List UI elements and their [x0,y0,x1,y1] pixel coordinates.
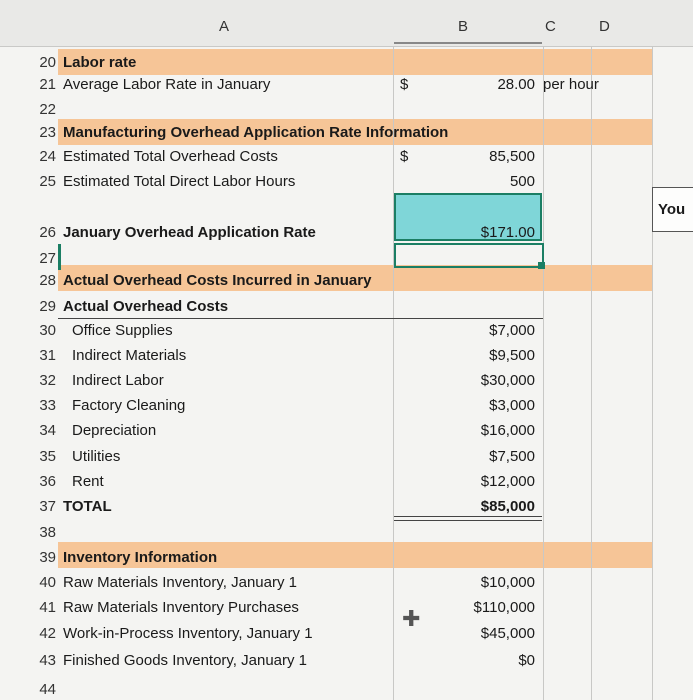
row-label-26[interactable]: January Overhead Application Rate [63,224,316,241]
grid-line-d-e [652,46,653,700]
row-label-36[interactable]: Rent [72,473,104,490]
row-value-24[interactable]: 85,500 [489,148,535,165]
row-value-32[interactable]: $30,000 [480,372,535,389]
actual-costs-underline [58,318,543,319]
column-header-d[interactable]: D [599,18,610,35]
row-number-28[interactable]: 28 [39,272,56,289]
row-number-33[interactable]: 33 [39,397,56,414]
row-label-24[interactable]: Estimated Total Overhead Costs [63,148,278,165]
row-number-38[interactable]: 38 [39,524,56,541]
row-label-32[interactable]: Indirect Labor [72,372,164,389]
row-value-36[interactable]: $12,000 [480,473,535,490]
row-label-41[interactable]: Raw Materials Inventory Purchases [63,599,299,616]
row-value-33[interactable]: $3,000 [489,397,535,414]
row-label-40[interactable]: Raw Materials Inventory, January 1 [63,574,297,591]
row-label-33[interactable]: Factory Cleaning [72,397,186,414]
row-label-20[interactable]: Labor rate [63,54,137,71]
row-number-37[interactable]: 37 [39,498,56,515]
total-double-underline [394,516,542,521]
cell-cross-cursor-icon: ✚ [402,606,421,631]
row-value-41[interactable]: $110,000 [473,599,535,616]
row-label-21[interactable]: Average Labor Rate in January [63,76,271,93]
row-unit-21: per hour [543,76,599,93]
row-label-31[interactable]: Indirect Materials [72,347,187,364]
row-value-25[interactable]: 500 [509,173,535,190]
row-number-40[interactable]: 40 [39,574,56,591]
row-value-34[interactable]: $16,000 [480,422,535,439]
row-number-29[interactable]: 29 [39,298,56,315]
row-number-20[interactable]: 20 [39,54,56,71]
row-label-35[interactable]: Utilities [72,448,121,465]
row-number-35[interactable]: 35 [39,448,56,465]
row-value-42[interactable]: $45,000 [480,625,535,642]
row-number-36[interactable]: 36 [39,473,56,490]
row-value-43[interactable]: $0 [518,652,535,669]
row-label-37[interactable]: TOTAL [63,498,112,515]
fill-handle[interactable] [538,262,545,269]
row-number-41[interactable]: 41 [39,599,56,616]
row-value-21[interactable]: 28.00 [497,76,535,93]
row-label-28[interactable]: Actual Overhead Costs Incurred in January [63,272,372,289]
row-value-40[interactable]: $10,000 [480,574,535,591]
side-panel-button-label: You [658,201,686,218]
row-number-43[interactable]: 43 [39,652,56,669]
row-number-44[interactable]: 44 [39,681,56,698]
active-row-marker [58,244,61,270]
row-number-26[interactable]: 26 [39,224,56,241]
row-number-23[interactable]: 23 [39,124,56,141]
row-number-39[interactable]: 39 [39,549,56,566]
row-value-35[interactable]: $7,500 [489,448,535,465]
column-header-a[interactable]: A [219,18,230,35]
row-number-24[interactable]: 24 [39,148,56,165]
row-number-21[interactable]: 21 [39,76,56,93]
labor-rate-section-band [58,49,653,75]
row-number-30[interactable]: 30 [39,322,56,339]
row-label-42[interactable]: Work-in-Process Inventory, January 1 [63,625,313,642]
row-label-34[interactable]: Depreciation [72,422,157,439]
row-label-39[interactable]: Inventory Information [63,549,218,566]
currency-symbol-24: $ [400,148,409,165]
row-value-26[interactable]: $171.00 [480,224,535,241]
row-label-29[interactable]: Actual Overhead Costs [63,298,229,315]
side-panel-button[interactable] [652,187,693,232]
column-header-bar [0,0,693,47]
grid-line-b-c [543,46,544,700]
row-label-30[interactable]: Office Supplies [72,322,173,339]
row-value-37[interactable]: $85,000 [480,498,535,515]
row-label-43[interactable]: Finished Goods Inventory, January 1 [63,652,308,669]
grid-line-c-d [591,46,592,700]
column-header-b[interactable]: B [458,18,469,35]
grid-line-a-b [393,46,394,700]
selected-cell[interactable] [394,243,544,268]
row-number-22[interactable]: 22 [39,101,56,118]
row-number-34[interactable]: 34 [39,422,56,439]
row-value-31[interactable]: $9,500 [489,347,535,364]
row-label-23[interactable]: Manufacturing Overhead Application Rate Information [63,124,449,141]
row-label-25[interactable]: Estimated Total Direct Labor Hours [63,173,296,190]
row-value-30[interactable]: $7,000 [489,322,535,339]
column-header-c[interactable]: C [545,18,556,35]
currency-symbol-21: $ [400,76,409,93]
row-number-25[interactable]: 25 [39,173,56,190]
column-b-underline [394,42,542,44]
row-number-27[interactable]: 27 [39,250,56,267]
row-number-42[interactable]: 42 [39,625,56,642]
row-number-31[interactable]: 31 [39,347,56,364]
row-number-32[interactable]: 32 [39,372,56,389]
